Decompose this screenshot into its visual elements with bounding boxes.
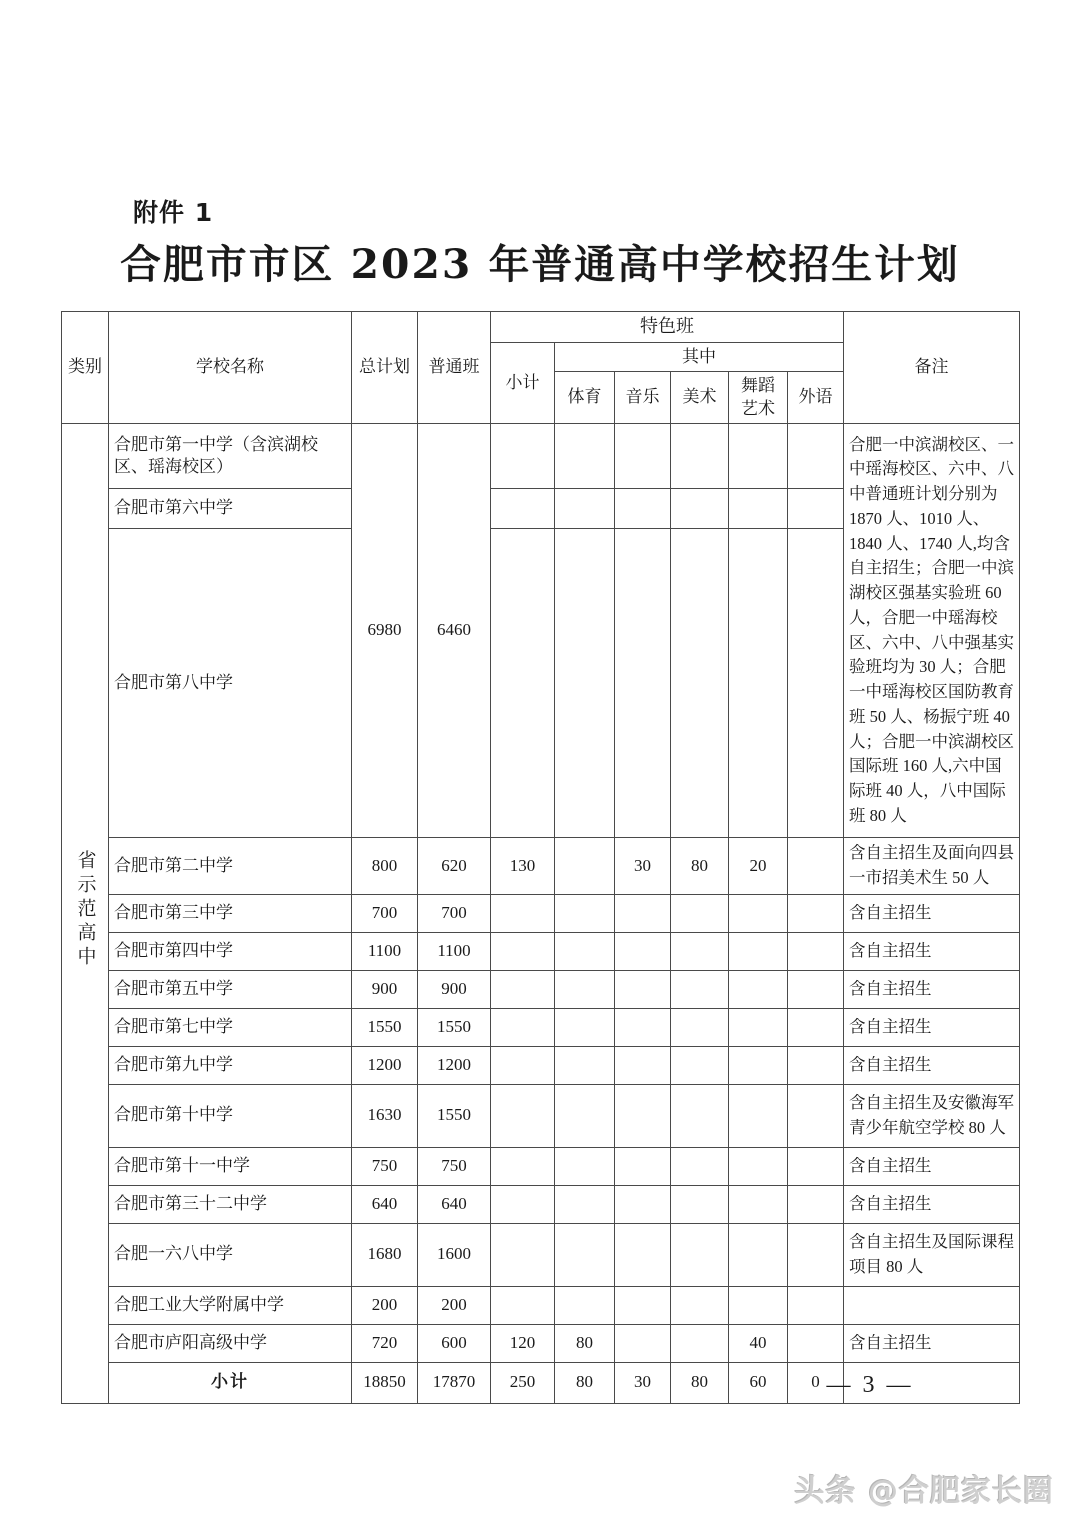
- subtotal-foreign-language: 0: [788, 1362, 844, 1403]
- school-name-cell: 合肥市庐阳高级中学: [109, 1324, 352, 1362]
- foreign-language-cell: [788, 894, 844, 932]
- subtotal-pe: 80: [555, 1362, 615, 1403]
- remarks-cell: 含自主招生: [844, 1324, 1020, 1362]
- total-plan-cell: 6980: [352, 424, 418, 838]
- music-cell: [615, 1185, 671, 1223]
- subtotal-total-plan: 18850: [352, 1362, 418, 1403]
- table-row: [62, 1046, 1020, 1084]
- dance-art-cell: [729, 1008, 788, 1046]
- header-fine-art: 美术: [671, 372, 729, 424]
- foreign-language-cell: [788, 1324, 844, 1362]
- special-subtotal-cell: [491, 1046, 555, 1084]
- fine-art-cell: [671, 894, 729, 932]
- table-header: [62, 312, 1020, 424]
- header-dance-art: 舞蹈艺术: [729, 372, 788, 424]
- header-pe: 体育: [555, 372, 615, 424]
- special-subtotal-cell: [491, 1084, 555, 1147]
- special-subtotal-cell: 120: [491, 1324, 555, 1362]
- dance-art-cell: [729, 529, 788, 838]
- foreign-language-cell: [788, 1185, 844, 1223]
- attachment-label: 附件 1: [133, 198, 214, 227]
- special-subtotal-cell: [491, 1008, 555, 1046]
- table-row: [62, 932, 1020, 970]
- pe-cell: [555, 424, 615, 489]
- music-cell: [615, 1084, 671, 1147]
- foreign-language-cell: [788, 1223, 844, 1286]
- header-foreign-language: 外语: [788, 372, 844, 424]
- special-subtotal-cell: [491, 1223, 555, 1286]
- total-plan-cell: 1550: [352, 1008, 418, 1046]
- school-name-cell: 合肥市第二中学: [109, 838, 352, 895]
- music-cell: [615, 1223, 671, 1286]
- header-special-subtotal: 小计: [491, 342, 555, 423]
- special-subtotal-cell: 130: [491, 838, 555, 895]
- special-subtotal-cell: [491, 1147, 555, 1185]
- page-number: — 3 —: [826, 1372, 914, 1398]
- category-label: 省示范高中: [74, 850, 96, 971]
- pe-cell: [555, 1008, 615, 1046]
- regular-class-cell: 640: [418, 1185, 491, 1223]
- regular-class-cell: 1100: [418, 932, 491, 970]
- subtotal-fine-art: 80: [671, 1362, 729, 1403]
- dance-art-cell: [729, 932, 788, 970]
- music-cell: [615, 970, 671, 1008]
- regular-class-cell: 200: [418, 1286, 491, 1324]
- pe-cell: [555, 894, 615, 932]
- music-cell: [615, 529, 671, 838]
- table-row: [62, 1286, 1020, 1324]
- regular-class-cell: 700: [418, 894, 491, 932]
- school-name-cell: 合肥市第十一中学: [109, 1147, 352, 1185]
- pe-cell: [555, 838, 615, 895]
- music-cell: [615, 1008, 671, 1046]
- regular-class-cell: 6460: [418, 424, 491, 838]
- dance-art-cell: [729, 1286, 788, 1324]
- pe-cell: [555, 1185, 615, 1223]
- remarks-cell: 含自主招生: [844, 1147, 1020, 1185]
- special-subtotal-cell: [491, 1185, 555, 1223]
- dance-art-cell: [729, 1223, 788, 1286]
- remarks-cell: 含自主招生: [844, 1008, 1020, 1046]
- regular-class-cell: 1550: [418, 1084, 491, 1147]
- remarks-cell: 合肥一中滨湖校区、一中瑶海校区、六中、八中普通班计划分别为 1870 人、1010 人、1840 人、1740 人,均含自主招生；合肥一中滨湖校区强基实验班 60 人，合肥一中瑶海校区、六中、八中强基实验班均为 30 人；合肥一中瑶海校区国防教育班 50 人、杨振宁班 40 人；合肥一中滨湖校区国际班 160 人,六中国际班 40 人，八中国际班 80 人: [844, 424, 1020, 838]
- pe-cell: [555, 489, 615, 529]
- dance-art-cell: [729, 1185, 788, 1223]
- dance-art-cell: [729, 970, 788, 1008]
- fine-art-cell: [671, 1084, 729, 1147]
- pe-cell: [555, 529, 615, 838]
- total-plan-cell: 1100: [352, 932, 418, 970]
- category-cell: [62, 424, 109, 1404]
- total-plan-cell: 200: [352, 1286, 418, 1324]
- dance-art-cell: 40: [729, 1324, 788, 1362]
- foreign-language-cell: [788, 1008, 844, 1046]
- school-name-cell: 合肥市第十中学: [109, 1084, 352, 1147]
- enrollment-plan-table-wrap: [61, 311, 1019, 1404]
- header-special-class: 特色班: [491, 312, 844, 343]
- remarks-cell: 含自主招生及面向四县一市招美术生 50 人: [844, 838, 1020, 895]
- regular-class-cell: 600: [418, 1324, 491, 1362]
- pe-cell: [555, 970, 615, 1008]
- table-row: [62, 838, 1020, 895]
- music-cell: [615, 932, 671, 970]
- total-plan-cell: 700: [352, 894, 418, 932]
- school-name-cell: 合肥市第三中学: [109, 894, 352, 932]
- watermark: 头条 @合肥家长圈: [794, 1474, 1054, 1509]
- header-category: 类别: [62, 312, 109, 424]
- foreign-language-cell: [788, 932, 844, 970]
- remarks-cell: 含自主招生: [844, 1046, 1020, 1084]
- regular-class-cell: 750: [418, 1147, 491, 1185]
- music-cell: [615, 1286, 671, 1324]
- school-name-cell: 合肥市第六中学: [109, 489, 352, 529]
- total-plan-cell: 750: [352, 1147, 418, 1185]
- music-cell: 30: [615, 838, 671, 895]
- foreign-language-cell: [788, 424, 844, 489]
- foreign-language-cell: [788, 838, 844, 895]
- music-cell: [615, 1046, 671, 1084]
- header-total-plan: 总计划: [352, 312, 418, 424]
- remarks-cell: 含自主招生: [844, 1185, 1020, 1223]
- pe-cell: [555, 1046, 615, 1084]
- music-cell: [615, 489, 671, 529]
- foreign-language-cell: [788, 529, 844, 838]
- regular-class-cell: 620: [418, 838, 491, 895]
- header-remarks: 备注: [844, 312, 1020, 424]
- fine-art-cell: [671, 1008, 729, 1046]
- subtotal-dance-art: 60: [729, 1362, 788, 1403]
- fine-art-cell: [671, 1185, 729, 1223]
- foreign-language-cell: [788, 1046, 844, 1084]
- fine-art-cell: [671, 1046, 729, 1084]
- foreign-language-cell: [788, 970, 844, 1008]
- remarks-cell: 含自主招生: [844, 894, 1020, 932]
- table-row: [62, 1147, 1020, 1185]
- subtotal-regular-class: 17870: [418, 1362, 491, 1403]
- remarks-cell: 含自主招生: [844, 932, 1020, 970]
- table-row: [62, 1008, 1020, 1046]
- special-subtotal-cell: [491, 489, 555, 529]
- music-cell: [615, 424, 671, 489]
- fine-art-cell: [671, 489, 729, 529]
- fine-art-cell: [671, 932, 729, 970]
- header-school-name: 学校名称: [109, 312, 352, 424]
- fine-art-cell: [671, 1223, 729, 1286]
- total-plan-cell: 800: [352, 838, 418, 895]
- dance-art-cell: [729, 1084, 788, 1147]
- regular-class-cell: 1550: [418, 1008, 491, 1046]
- school-name-cell: 合肥市第三十二中学: [109, 1185, 352, 1223]
- table-row: [62, 1084, 1020, 1147]
- dance-art-cell: [729, 1147, 788, 1185]
- fine-art-cell: [671, 970, 729, 1008]
- table-row: [62, 1324, 1020, 1362]
- school-name-cell: 合肥一六八中学: [109, 1223, 352, 1286]
- foreign-language-cell: [788, 489, 844, 529]
- pe-cell: 80: [555, 1324, 615, 1362]
- pe-cell: [555, 1084, 615, 1147]
- total-plan-cell: 1200: [352, 1046, 418, 1084]
- enrollment-plan-table: [61, 311, 1020, 1404]
- page-title: 合肥市市区 2023 年普通高中学校招生计划: [120, 241, 960, 288]
- header-among-which: 其中: [555, 342, 844, 371]
- school-name-cell: 合肥市第七中学: [109, 1008, 352, 1046]
- fine-art-cell: [671, 1147, 729, 1185]
- school-name-cell: 合肥市第九中学: [109, 1046, 352, 1084]
- header-row-1: [62, 312, 1020, 343]
- music-cell: [615, 1147, 671, 1185]
- dance-art-cell: [729, 489, 788, 529]
- total-plan-cell: 900: [352, 970, 418, 1008]
- total-plan-cell: 1630: [352, 1084, 418, 1147]
- dance-art-cell: [729, 1046, 788, 1084]
- music-cell: [615, 894, 671, 932]
- school-name-cell: 合肥市第一中学（含滨湖校区、瑶海校区）: [109, 424, 352, 489]
- regular-class-cell: 900: [418, 970, 491, 1008]
- regular-class-cell: 1600: [418, 1223, 491, 1286]
- dance-art-cell: [729, 424, 788, 489]
- fine-art-cell: [671, 1324, 729, 1362]
- remarks-cell: 含自主招生: [844, 970, 1020, 1008]
- total-plan-cell: 720: [352, 1324, 418, 1362]
- fine-art-cell: 80: [671, 838, 729, 895]
- pe-cell: [555, 1286, 615, 1324]
- table-row: [62, 424, 1020, 489]
- remarks-cell: 含自主招生及安徽海军青少年航空学校 80 人: [844, 1084, 1020, 1147]
- dance-art-cell: 20: [729, 838, 788, 895]
- special-subtotal-cell: [491, 970, 555, 1008]
- pe-cell: [555, 932, 615, 970]
- school-name-cell: 合肥市第八中学: [109, 529, 352, 838]
- total-plan-cell: 1680: [352, 1223, 418, 1286]
- subtotal-music: 30: [615, 1362, 671, 1403]
- table-row: [62, 894, 1020, 932]
- table-body: [62, 424, 1020, 1404]
- music-cell: [615, 1324, 671, 1362]
- school-name-cell: 合肥市第四中学: [109, 932, 352, 970]
- fine-art-cell: [671, 1286, 729, 1324]
- foreign-language-cell: [788, 1084, 844, 1147]
- foreign-language-cell: [788, 1147, 844, 1185]
- pe-cell: [555, 1223, 615, 1286]
- fine-art-cell: [671, 424, 729, 489]
- special-subtotal-cell: [491, 529, 555, 838]
- pe-cell: [555, 1147, 615, 1185]
- regular-class-cell: 1200: [418, 1046, 491, 1084]
- dance-art-cell: [729, 894, 788, 932]
- school-name-cell: 合肥市第五中学: [109, 970, 352, 1008]
- header-music: 音乐: [615, 372, 671, 424]
- subtotal-label: 小计: [109, 1362, 352, 1403]
- remarks-cell: 含自主招生及国际课程项目 80 人: [844, 1223, 1020, 1286]
- special-subtotal-cell: [491, 424, 555, 489]
- school-name-cell: 合肥工业大学附属中学: [109, 1286, 352, 1324]
- total-plan-cell: 640: [352, 1185, 418, 1223]
- special-subtotal-cell: [491, 1286, 555, 1324]
- special-subtotal-cell: [491, 932, 555, 970]
- table-row: [62, 970, 1020, 1008]
- foreign-language-cell: [788, 1286, 844, 1324]
- fine-art-cell: [671, 529, 729, 838]
- table-row: [62, 1223, 1020, 1286]
- remarks-cell: [844, 1286, 1020, 1324]
- special-subtotal-cell: [491, 894, 555, 932]
- subtotal-special-subtotal: 250: [491, 1362, 555, 1403]
- header-regular-class: 普通班: [418, 312, 491, 424]
- table-row: [62, 1185, 1020, 1223]
